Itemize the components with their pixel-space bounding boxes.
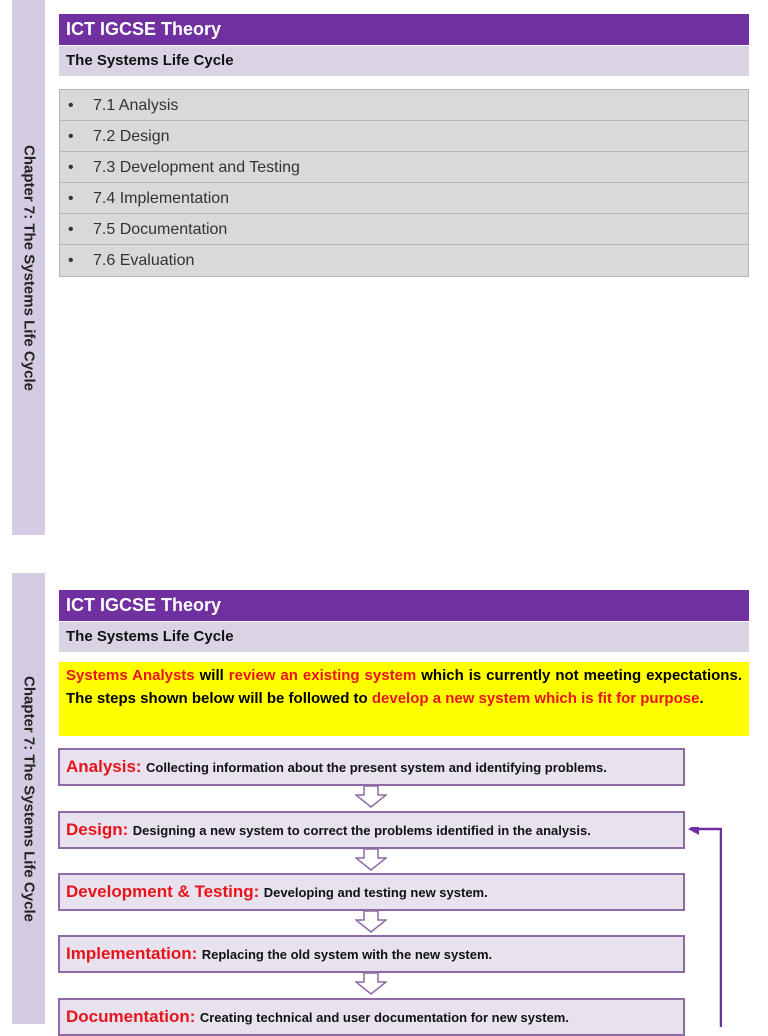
list-item-label: 7.5 Documentation xyxy=(93,221,228,238)
step-analysis xyxy=(58,748,685,786)
intro-text: review an existing system xyxy=(228,667,417,684)
list-item xyxy=(60,152,748,183)
page-title: ICT IGCSE Theory xyxy=(59,590,749,621)
chapter-label: Chapter 7: The Systems Life Cycle xyxy=(20,144,37,391)
list-item-label: 7.3 Development and Testing xyxy=(93,159,300,176)
bullet-icon: • xyxy=(68,190,74,207)
step-name: Analysis: xyxy=(66,757,142,776)
intro-text: develop a new system which is fit for purpose xyxy=(371,690,700,707)
step-description: Developing and testing new system. xyxy=(263,885,488,900)
step-description: Replacing the old system with the new system. xyxy=(201,947,493,962)
bullet-icon: • xyxy=(68,221,74,238)
arrow-down-icon xyxy=(355,973,387,995)
page-subtitle: The Systems Life Cycle xyxy=(59,622,749,652)
bullet-icon: • xyxy=(68,128,74,145)
step-design xyxy=(58,811,685,849)
list-item xyxy=(60,183,748,214)
step-name: Development & Testing: xyxy=(66,882,260,901)
intro-text: will xyxy=(194,667,229,684)
chapter-sidebar xyxy=(12,573,45,1024)
bullet-icon: • xyxy=(68,97,74,114)
step-name: Implementation: xyxy=(66,944,198,963)
step-name: Documentation: xyxy=(66,1007,196,1026)
arrow-down-icon xyxy=(355,849,387,871)
step-development-testing xyxy=(58,873,685,911)
step-implementation xyxy=(58,935,685,973)
step-description: Collecting information about the present system and identifying problems. xyxy=(146,760,607,775)
intro-text: . xyxy=(699,690,704,707)
list-item-label: 7.1 Analysis xyxy=(93,97,179,114)
page-title: ICT IGCSE Theory xyxy=(59,14,749,45)
list-item-label: 7.2 Design xyxy=(93,128,170,145)
chapter-label: Chapter 7: The Systems Life Cycle xyxy=(20,675,37,922)
step-documentation xyxy=(58,998,685,1036)
step-description: Designing a new system to correct the problems identified in the analysis. xyxy=(132,823,591,838)
contents-list xyxy=(59,89,749,277)
list-item xyxy=(60,245,748,276)
step-name: Design: xyxy=(66,820,129,839)
list-item-label: 7.4 Implementation xyxy=(93,190,230,207)
list-item xyxy=(60,121,748,152)
feedback-loop-arrow xyxy=(688,827,722,1027)
chapter-sidebar xyxy=(12,0,45,535)
bullet-icon: • xyxy=(68,252,74,269)
intro-text: which is currently not meeting expectations. The steps shown below will be followed to xyxy=(66,667,742,707)
arrow-down-icon xyxy=(355,786,387,808)
intro-paragraph xyxy=(59,662,749,736)
list-item xyxy=(60,90,748,121)
list-item-label: 7.6 Evaluation xyxy=(93,252,195,269)
page-subtitle: The Systems Life Cycle xyxy=(59,46,749,76)
step-description: Creating technical and user documentation for new system. xyxy=(199,1010,569,1025)
list-item xyxy=(60,214,748,245)
arrow-down-icon xyxy=(355,911,387,933)
bullet-icon: • xyxy=(68,159,74,176)
intro-text: Systems Analysts xyxy=(66,667,195,684)
slide-overview xyxy=(0,573,768,1024)
